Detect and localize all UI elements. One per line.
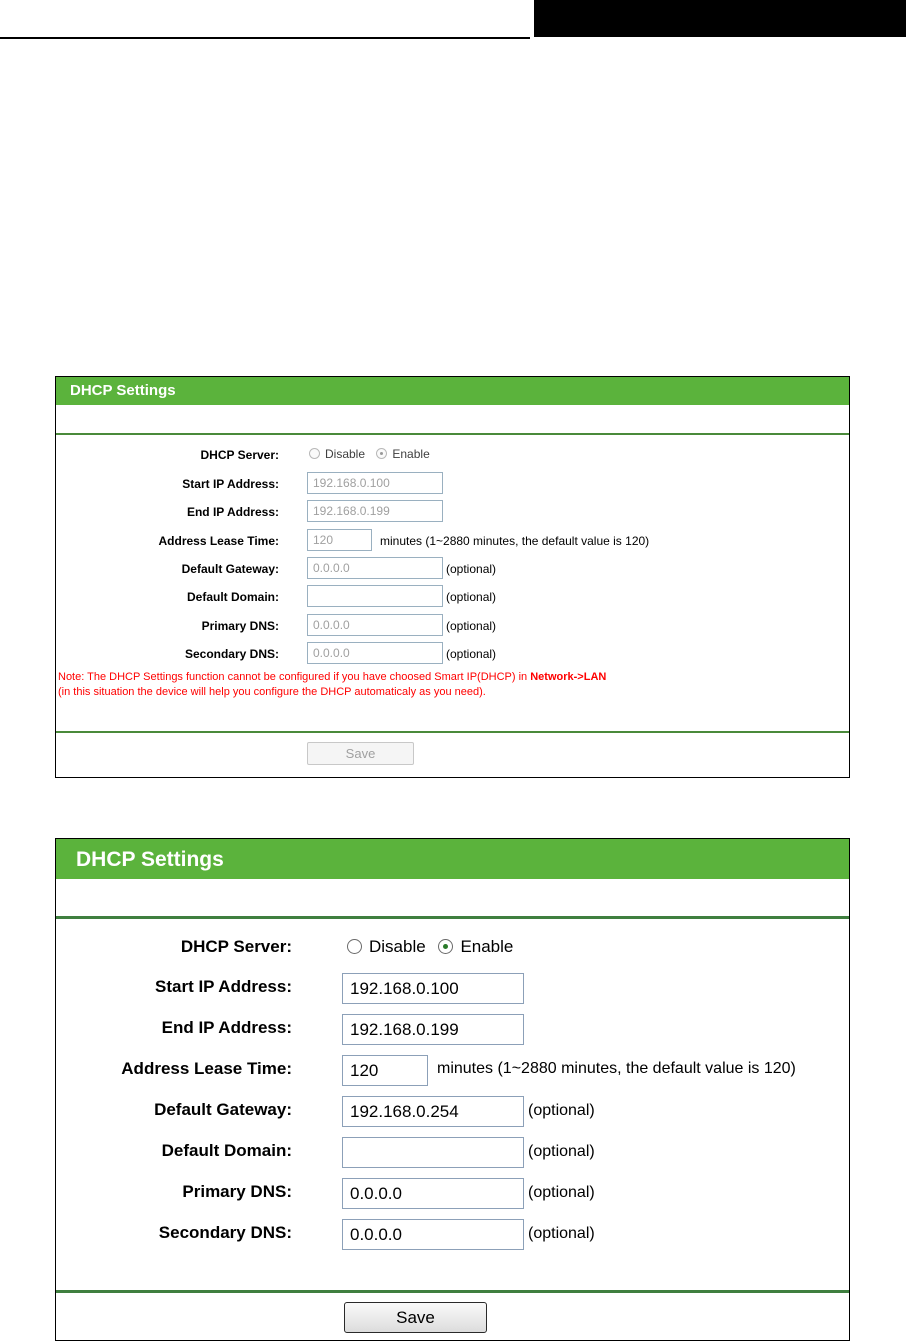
start-ip-label: Start IP Address: bbox=[182, 477, 279, 491]
dhcp-server-label: DHCP Server: bbox=[200, 448, 279, 462]
default-domain-label: Default Domain: bbox=[161, 1141, 292, 1160]
note-text: Note: The DHCP Settings function cannot be configured if you have choosed Smart IP(DHCP) in bbox=[58, 671, 531, 683]
optional-text: (optional) bbox=[528, 1102, 595, 1119]
enable-radio-label: Enable bbox=[392, 447, 430, 461]
primary-dns-input[interactable]: 0.0.0.0 bbox=[342, 1178, 524, 1209]
end-ip-label: End IP Address: bbox=[186, 505, 279, 519]
secondary-dns-label: Secondary DNS: bbox=[184, 647, 279, 661]
end-ip-label: End IP Address: bbox=[161, 1018, 292, 1037]
primary-dns-label: Primary DNS: bbox=[182, 1182, 292, 1201]
optional-text: (optional) bbox=[446, 562, 497, 576]
optional-text: (optional) bbox=[446, 647, 497, 661]
secondary-dns-input[interactable]: 0.0.0.0 bbox=[307, 642, 443, 664]
end-ip-input[interactable]: 192.168.0.199 bbox=[307, 500, 443, 522]
secondary-dns-label: Secondary DNS: bbox=[158, 1223, 292, 1242]
optional-text: (optional) bbox=[446, 590, 497, 604]
start-ip-input[interactable]: 192.168.0.100 bbox=[342, 973, 524, 1004]
dhcp-server-radio-group bbox=[309, 447, 438, 461]
optional-text: (optional) bbox=[528, 1143, 595, 1160]
divider-bottom bbox=[56, 1290, 849, 1293]
divider-top bbox=[56, 916, 849, 919]
default-domain-label: Default Domain: bbox=[186, 590, 279, 604]
enable-radio[interactable] bbox=[438, 939, 453, 954]
secondary-dns-input[interactable]: 0.0.0.0 bbox=[342, 1219, 524, 1250]
optional-text: (optional) bbox=[528, 1184, 595, 1201]
start-ip-label: Start IP Address: bbox=[155, 977, 292, 996]
network-lan-link[interactable]: Network->LAN bbox=[530, 671, 607, 683]
panel-title: DHCP Settings bbox=[76, 848, 224, 871]
default-gateway-label: Default Gateway: bbox=[181, 562, 279, 576]
disable-radio[interactable] bbox=[347, 939, 362, 954]
save-button[interactable]: Save bbox=[307, 742, 414, 765]
panel-header-bar bbox=[56, 839, 849, 879]
end-ip-input[interactable]: 192.168.0.199 bbox=[342, 1014, 524, 1045]
enable-radio-label: Enable bbox=[460, 937, 514, 956]
note-line-2: (in this situation the device will help you configure the DHCP automaticaly as you need). bbox=[58, 686, 486, 698]
header-dark-bar bbox=[534, 0, 906, 37]
lease-time-input[interactable]: 120 bbox=[307, 529, 372, 551]
enable-radio[interactable] bbox=[376, 448, 387, 459]
default-gateway-label: Default Gateway: bbox=[154, 1100, 292, 1119]
note-line-1 bbox=[58, 671, 606, 683]
start-ip-input[interactable]: 192.168.0.100 bbox=[307, 472, 443, 494]
lease-time-hint: minutes (1~2880 minutes, the default value is 120) bbox=[380, 534, 650, 548]
divider-bottom bbox=[56, 731, 849, 733]
optional-text: (optional) bbox=[528, 1225, 595, 1242]
lease-time-hint: minutes (1~2880 minutes, the default value is 120) bbox=[437, 1060, 796, 1077]
panel-header-bar bbox=[56, 377, 849, 405]
panel-title: DHCP Settings bbox=[70, 382, 176, 399]
default-gateway-input[interactable]: 192.168.0.254 bbox=[342, 1096, 524, 1127]
lease-time-label: Address Lease Time: bbox=[158, 534, 279, 548]
optional-text: (optional) bbox=[446, 619, 497, 633]
default-domain-input[interactable] bbox=[342, 1137, 524, 1168]
default-gateway-input[interactable]: 0.0.0.0 bbox=[307, 557, 443, 579]
primary-dns-label: Primary DNS: bbox=[201, 619, 279, 633]
disable-radio[interactable] bbox=[309, 448, 320, 459]
dhcp-server-label: DHCP Server: bbox=[180, 937, 292, 956]
header-rule bbox=[0, 37, 530, 39]
lease-time-label: Address Lease Time: bbox=[121, 1059, 292, 1078]
disable-radio-label: Disable bbox=[369, 937, 426, 956]
dhcp-settings-panel-enabled bbox=[55, 838, 850, 1341]
default-domain-input[interactable] bbox=[307, 585, 443, 607]
primary-dns-input[interactable]: 0.0.0.0 bbox=[307, 614, 443, 636]
dhcp-settings-panel-disabled bbox=[55, 376, 850, 778]
save-button[interactable]: Save bbox=[344, 1302, 487, 1333]
divider-top bbox=[56, 433, 849, 435]
disable-radio-label: Disable bbox=[325, 447, 366, 461]
lease-time-input[interactable]: 120 bbox=[342, 1055, 428, 1086]
dhcp-server-radio-group bbox=[347, 937, 521, 957]
